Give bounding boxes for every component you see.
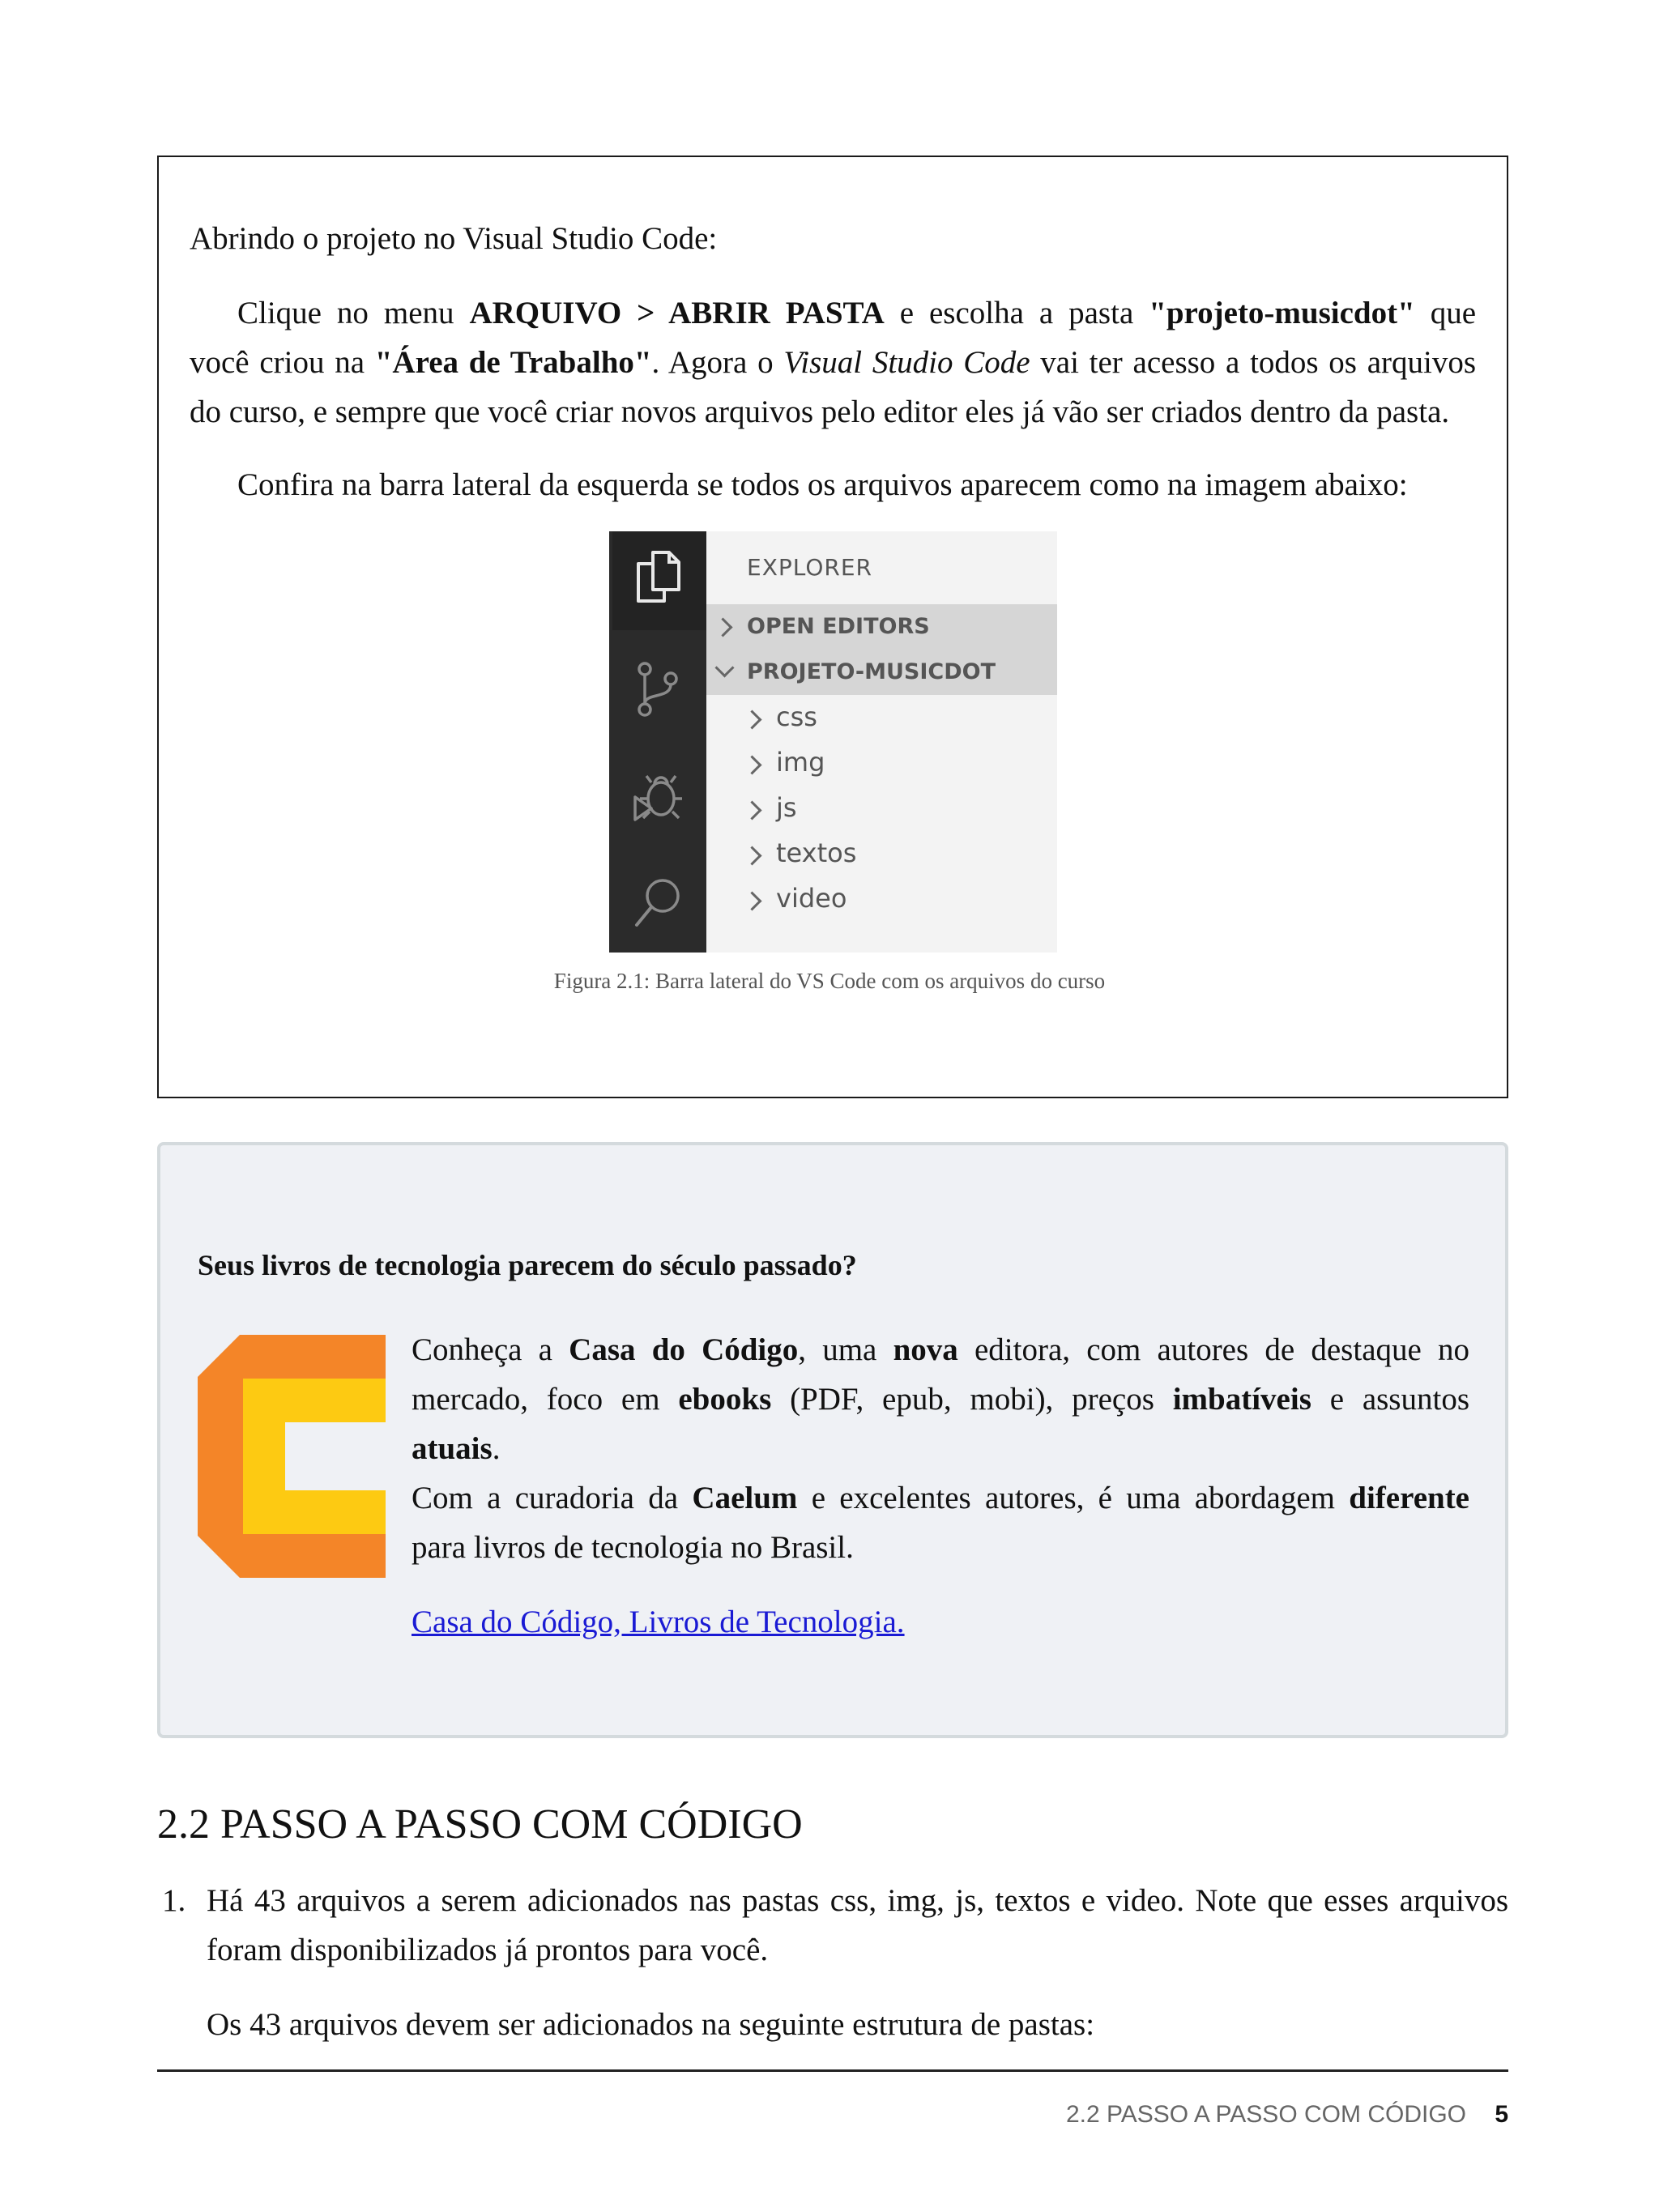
chevron-right-icon	[742, 755, 761, 774]
promo-line-4: Com a curadoria da Caelum e excelentes autores, é uma abordagem diferente	[412, 1481, 1469, 1515]
chevron-right-icon	[742, 800, 761, 820]
instructions-line-2: você criou na "Área de Trabalho". Agora o Visual Studio Code vai ter acesso a todos os arquivos	[190, 345, 1477, 380]
running-title: 2.2 PASSO A PASSO COM CÓDIGO	[1065, 2101, 1466, 2128]
instructions-line-1: Clique no menu ARQUIVO > ABRIR PASTA e escolha a pasta "projeto-musicdot" que	[237, 296, 1477, 330]
promo-link-line	[412, 1597, 905, 1647]
casa-do-codigo-logo	[198, 1335, 386, 1578]
list-item-line-1: Há 43 arquivos a serem adicionados nas pastas css, img, js, textos e video. Note que esses arquivos	[207, 1883, 1508, 1918]
vscode-sidebar-figure	[609, 531, 1057, 953]
footer-rule	[157, 2069, 1508, 2072]
chevron-right-icon	[742, 891, 761, 910]
folder-css[interactable]: css	[706, 697, 1057, 742]
search-icon	[632, 875, 684, 931]
confirm-paragraph: Confira na barra lateral da esquerda se todos os arquivos aparecem como na imagem abaixo:	[237, 467, 1408, 502]
section-heading: 2.2 PASSO A PASSO COM CÓDIGO	[157, 1801, 803, 1848]
list-item-paragraph-2: Os 43 arquivos devem ser adicionados na seguinte estrutura de pastas:	[207, 2007, 1095, 2042]
intro-paragraph: Abrindo o projeto no Visual Studio Code:	[190, 221, 718, 256]
chevron-right-icon	[742, 710, 761, 729]
list-item-number: 1.	[162, 1883, 186, 1918]
source-control-icon	[633, 661, 682, 718]
folder-video[interactable]: video	[706, 878, 1057, 923]
folder-js[interactable]: js	[706, 787, 1057, 833]
vscode-name: Visual Studio Code	[783, 345, 1030, 380]
promo-line-5: para livros de tecnologia no Brasil.	[412, 1530, 854, 1565]
activity-bar	[609, 531, 706, 953]
promo-title: Seus livros de tecnologia parecem do século passado?	[198, 1249, 857, 1281]
desktop-name: "Área de Trabalho"	[374, 345, 652, 380]
figure-caption: Figura 2.1: Barra lateral do VS Code com os arquivos do curso	[553, 969, 1106, 993]
project-section[interactable]: PROJETO-MUSICDOT	[706, 650, 1057, 695]
folder-textos[interactable]: textos	[706, 833, 1057, 878]
chevron-right-icon	[742, 846, 761, 865]
page-number: 5	[1495, 2101, 1508, 2128]
casa-do-codigo-link[interactable]: Casa do Código, Livros de Tecnologia.	[412, 1605, 905, 1639]
promo-line-3: atuais.	[412, 1431, 501, 1466]
folder-name: "projeto-musicdot"	[1149, 296, 1415, 330]
explorer-panel	[706, 531, 1057, 953]
list-item-line-2: foram disponibilizados já prontos para você.	[207, 1933, 769, 1967]
promo-line-2: mercado, foco em ebooks (PDF, epub, mobi), preços imbatíveis e assuntos	[412, 1382, 1469, 1417]
promo-line-1: Conheça a Casa do Código, uma nova editora, com autores de destaque no	[412, 1332, 1470, 1367]
chevron-right-icon	[713, 617, 732, 637]
explorer-title: EXPLORER	[747, 554, 872, 581]
debug-icon	[630, 768, 685, 825]
instructions-line-3: do curso, e sempre que você criar novos arquivos pelo editor eles já vão ser criados dentro da pasta.	[190, 394, 1450, 429]
chevron-down-icon	[714, 658, 734, 677]
folder-img[interactable]: img	[706, 742, 1057, 787]
menu-path: ARQUIVO > ABRIR PASTA	[469, 296, 885, 330]
open-editors-section[interactable]: OPEN EDITORS	[706, 604, 1057, 650]
files-icon	[632, 549, 684, 606]
